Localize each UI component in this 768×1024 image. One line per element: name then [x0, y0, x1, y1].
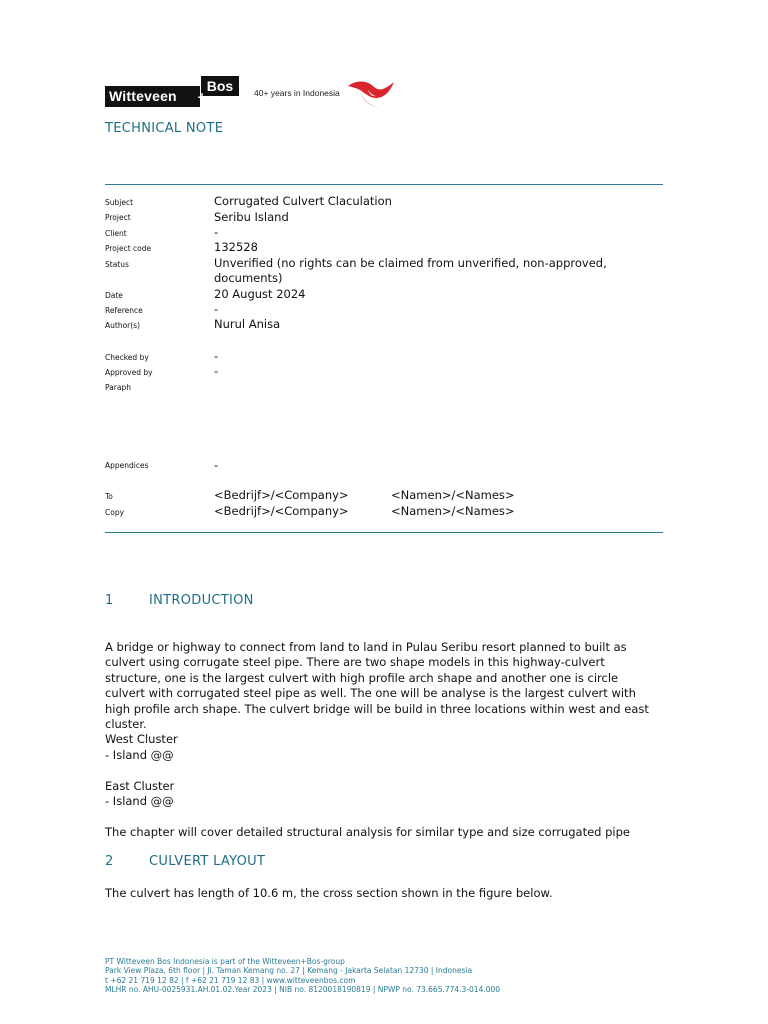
garuda-bird-icon — [346, 76, 398, 110]
status-value-line1: Unverified (no rights can be claimed from unverified, non-approved, — [214, 256, 607, 270]
paraph-label: Paraph — [105, 383, 131, 392]
meta-divider — [105, 532, 663, 533]
approved-by-label: Approved by — [105, 368, 153, 377]
paragraph-line: culvert using corrugate steel pipe. There are two shape models in this highway-culvert — [105, 655, 605, 670]
authors-value: Nurul Anisa — [214, 317, 281, 331]
date-value: 20 August 2024 — [214, 287, 306, 301]
status-value-line2: documents) — [214, 271, 283, 285]
copy-label: Copy — [105, 508, 125, 517]
west-cluster-title: West Cluster — [105, 732, 178, 747]
copy-names: <Namen>/<Names> — [391, 504, 515, 518]
approved-by-value: - — [214, 364, 219, 378]
paragraph-line: culvert with corrugated steel pipe as well. The one will be analyse is the largest culvert with — [105, 686, 636, 701]
checked-by-value: - — [214, 349, 219, 363]
copy-company: <Bedrijf>/<Company> — [214, 504, 349, 518]
subject-label: Subject — [105, 198, 134, 207]
reference-label: Reference — [105, 306, 143, 315]
project-code-value: 132528 — [214, 240, 258, 254]
logo-tagline: 40+ years in Indonesia — [254, 88, 340, 98]
project-code-label: Project code — [105, 244, 152, 253]
section-1-paragraph — [105, 640, 665, 840]
appendices-label: Appendices — [105, 461, 149, 470]
project-label: Project — [105, 213, 131, 222]
to-label: To — [105, 492, 113, 501]
footer-registration-line: MLHR no. AHU-0025931.AH.01.02.Year 2023 | NIB no. 8120018190819 | NPWP no. 73.665.774.3-014.000 — [105, 984, 501, 994]
appendices-value: - — [214, 458, 219, 472]
authors-label: Author(s) — [105, 321, 141, 330]
section-1-title: INTRODUCTION — [149, 593, 254, 608]
footer-company-line: PT Witteveen Bos Indonesia is part of the Witteveen+Bos-group — [105, 957, 345, 966]
document-type-title: TECHNICAL NOTE — [105, 121, 224, 136]
to-names: <Namen>/<Names> — [391, 488, 515, 502]
section-1-closing: The chapter will cover detailed structural analysis for similar type and size corrugated pipe — [105, 824, 630, 839]
east-cluster-title: East Cluster — [105, 778, 175, 793]
date-label: Date — [105, 291, 123, 300]
to-company: <Bedrijf>/<Company> — [214, 488, 349, 502]
section-2-number: 2 — [105, 854, 114, 869]
paragraph-line: cluster. — [105, 717, 147, 732]
west-cluster-item: - Island @@ — [105, 747, 174, 762]
checked-by-label: Checked by — [105, 353, 149, 362]
section-1-number: 1 — [105, 593, 114, 608]
logo-plus: + — [197, 90, 208, 104]
footer-address-line: Park View Plaza, 6th floor | Jl. Taman Kemang no. 27 | Kemang - Jakarta Selatan 12730 | Indonesia — [105, 966, 473, 976]
project-value: Seribu Island — [214, 210, 289, 224]
reference-value: - — [214, 302, 219, 316]
status-label: Status — [105, 260, 129, 269]
section-2-title: CULVERT LAYOUT — [149, 854, 266, 869]
page-footer — [105, 957, 500, 994]
east-cluster-item: - Island @@ — [105, 794, 174, 809]
section-2-paragraph: The culvert has length of 10.6 m, the cross section shown in the figure below. — [105, 886, 553, 900]
footer-contact-line: t +62 21 719 12 82 | f +62 21 719 12 83 | www.witteveenbos.com — [105, 975, 356, 985]
paragraph-line: high profile arch shape. The culvert bridge will be build in three locations within west and east — [105, 701, 649, 716]
logo-wordmark: Witteveen — [105, 86, 200, 107]
logo-bos-mark: Bos — [201, 76, 239, 96]
paragraph-line: A bridge or highway to connect from land to land in Pulau Seribu resort planned to built as — [105, 640, 627, 654]
subject-value: Corrugated Culvert Claculation — [214, 194, 392, 208]
paragraph-line: structure, one is the largest culvert with high profile arch shape and another one is circle — [105, 670, 619, 685]
client-label: Client — [105, 229, 127, 238]
header-divider — [105, 184, 663, 185]
client-value: - — [214, 225, 219, 239]
